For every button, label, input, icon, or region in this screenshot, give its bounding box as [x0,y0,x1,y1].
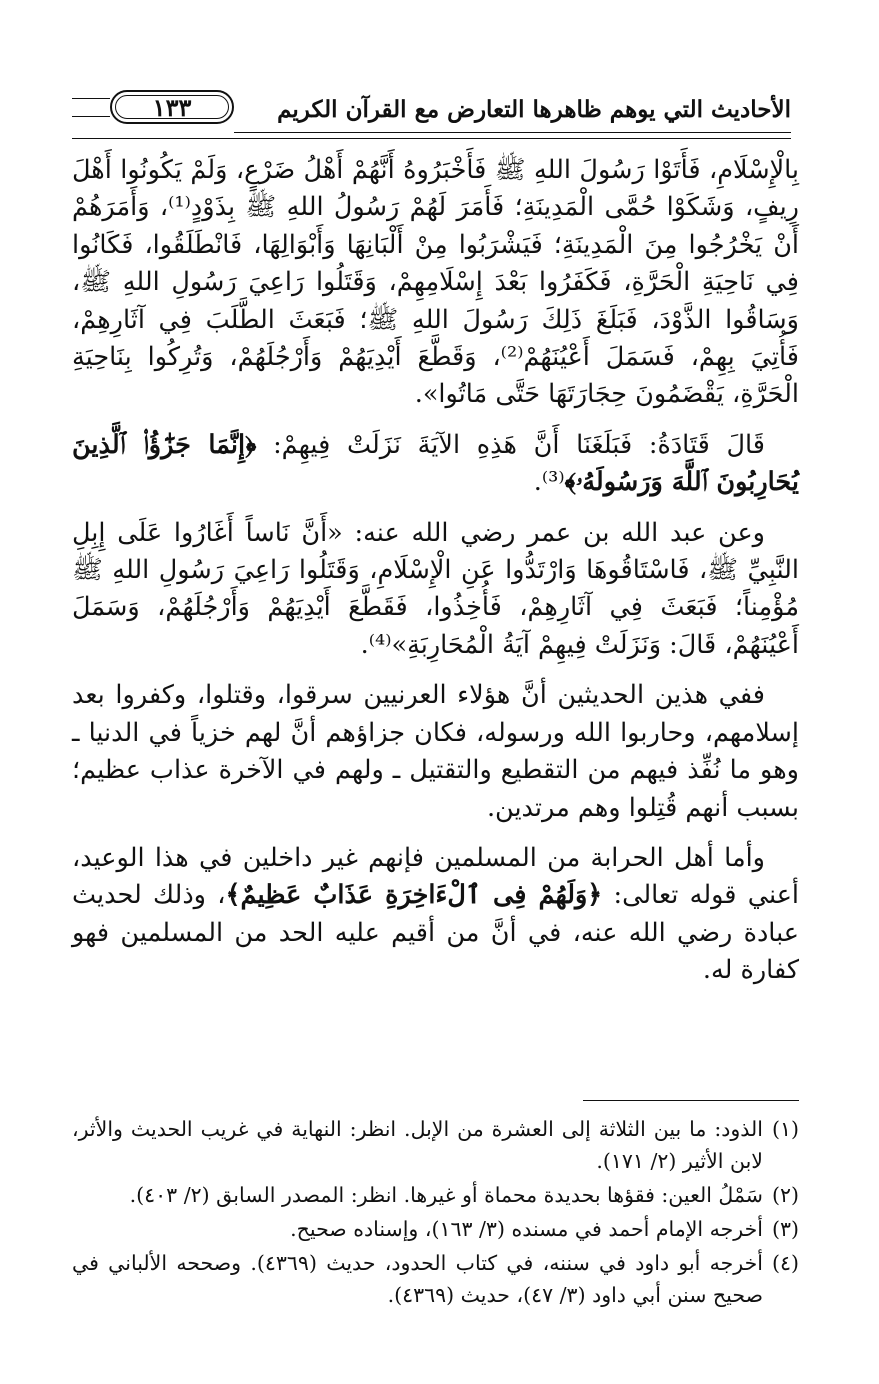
footnote-text: أخرجه الإمام أحمد في مسنده (٣/ ١٦٣)، وإسناده صحيح. [290,1217,763,1241]
footnote [72,1247,799,1311]
page-number-frame [110,90,234,124]
footnote [72,1113,799,1177]
ibn-umar-paragraph: وعن عبد الله بن عمر رضي الله عنه: «أَنَّ نَاساً أَغَارُوا عَلَى إِبِلِ النَّبِيِّ ﷺ، فَاسْتَاقُوهَا وَارْتَدُّوا عَنِ الْإِسْلَامِ، وَقَتَلُوا رَاعِيَ رَسُولِ اللهِ ﷺ مُؤْمِناً؛ فَبَعَثَ فِي آثَارِهِمْ، فَأُخِذُوا، فَقَطَّعَ أَيْدِيَهُمْ وَأَرْجُلَهُمْ، وَسَمَلَ أَعْيُنَهُمْ، قَالَ: وَنَزَلَتْ فِيهِمْ آيَةُ الْمُحَارِبَةِ»⁽⁴⁾. [72,517,799,660]
footnote-text: الذود: ما بين الثلاثة إلى العشرة من الإبل. انظر: النهاية في غريب الحديث والأثر، لابن الأثير (٢/ ١٧١). [72,1117,763,1173]
main-text [72,152,799,1003]
qatada-paragraph [72,427,799,502]
quran-verse: ﴿إِنَّمَا جَزَٰٓؤُا۟ ٱلَّذِينَ يُحَارِبُونَ ٱللَّهَ وَرَسُولَهُۥ﴾ [72,429,799,498]
hiraba-text-b: ، وذلك لحديث عبادة رضي الله عنه، في أنَّ من أقيم عليه الحد من المسلمين فهو كفارة له. [72,880,799,986]
header-rule-lower [72,138,791,139]
page-number: ١٣٣ [152,92,192,122]
running-title: الأحاديث التي يوهم ظاهرها التعارض مع القرآن الكريم [277,96,791,123]
footnote-number: (١) [771,1117,799,1141]
footnote [72,1179,799,1211]
footnote-number: (٤) [771,1251,799,1275]
hadith-paragraph: بِالْإِسْلَامِ، فَأَتَوْا رَسُولَ اللهِ ﷺ فَأَخْبَرُوهُ أَنَّهُمْ أَهْلُ ضَرْعٍ، وَلَمْ يَكُونُوا أَهْلَ رِيفٍ، وَشَكَوْا حُمَّى الْمَدِينَةِ؛ فَأَمَرَ لَهُمْ رَسُولُ اللهِ ﷺ بِذَوْدٍ⁽¹⁾، وَأَمَرَهُمْ أَنْ يَخْرُجُوا مِنَ الْمَدِينَةِ؛ فَيَشْرَبُوا مِنْ أَلْبَانِهَا وَأَبْوَالِهَا، فَانْطَلَقُوا، فَكَانُوا فِي نَاحِيَةِ الْحَرَّةِ، فَكَفَرُوا بَعْدَ إِسْلَامِهِمْ، وَقَتَلُوا رَاعِيَ رَسُولِ اللهِ ﷺ، وَسَاقُوا الذَّوْدَ، فَبَلَغَ ذَلِكَ رَسُولَ اللهِ ﷺ؛ فَبَعَثَ الطَّلَبَ فِي آثَارِهِمْ، فَأُتِيَ بِهِمْ، فَسَمَلَ أَعْيُنَهُمْ⁽²⁾، وَقَطَّعَ أَيْدِيَهُمْ وَأَرْجُلَهُمْ، وَتُرِكُوا بِنَاحِيَةِ الْحَرَّةِ، يَقْضَمُونَ حِجَارَتَهَا حَتَّى مَاتُوا». [72,155,799,410]
footnote-ref: ⁽³⁾. [533,467,565,498]
footnote-text: سَمْلُ العين: فقؤها بحديدة محماة أو غيرها. انظر: المصدر السابق (٢/ ٤٠٣). [129,1183,763,1207]
qatada-intro: قَالَ قَتَادَةُ: فَبَلَغَنَا أَنَّ هَذِهِ الآيَةَ نَزَلَتْ فِيهِمْ: [256,429,765,460]
header-rule-left-upper [72,98,110,99]
header-rule-upper [234,132,791,133]
header-rule-left-lower [72,116,110,117]
footnote-separator [583,1100,799,1101]
hiraba-paragraph [72,840,799,990]
quran-verse: ﴿وَلَهُمْ فِى ٱلْءَاخِرَةِ عَذَابٌ عَظِيمٌ﴾ [225,880,603,911]
commentary-paragraph: ففي هذين الحديثين أنَّ هؤلاء العرنيين سرقوا، وقتلوا، وكفروا بعد إسلامهم، وحاربوا الله ورسوله، فكان جزاؤهم أنَّ لهم خزياً في الدنيا ـ وهو ما نُفِّذ فيهم من التقطيع والتقتيل ـ ولهم في الآخرة عذاب عظيم؛ بسبب أنهم قُتِلوا وهم مرتدين. [72,680,799,823]
page-header [72,88,791,148]
hiraba-text-a: وأما أهل الحرابة من المسلمين فإنهم غير داخلين في هذا الوعيد، أعني قوله تعالى: [72,842,800,911]
footnote [72,1213,799,1245]
footnote-text: أخرجه أبو داود في سننه، في كتاب الحدود، حديث (٤٣٦٩). وصححه الألباني في صحيح سنن أبي داود (٣/ ٤٧)، حديث (٤٣٦٩). [72,1251,763,1307]
footnotes [72,1113,799,1313]
footnote-number: (٣) [771,1217,799,1241]
footnote-number: (٢) [771,1183,799,1207]
